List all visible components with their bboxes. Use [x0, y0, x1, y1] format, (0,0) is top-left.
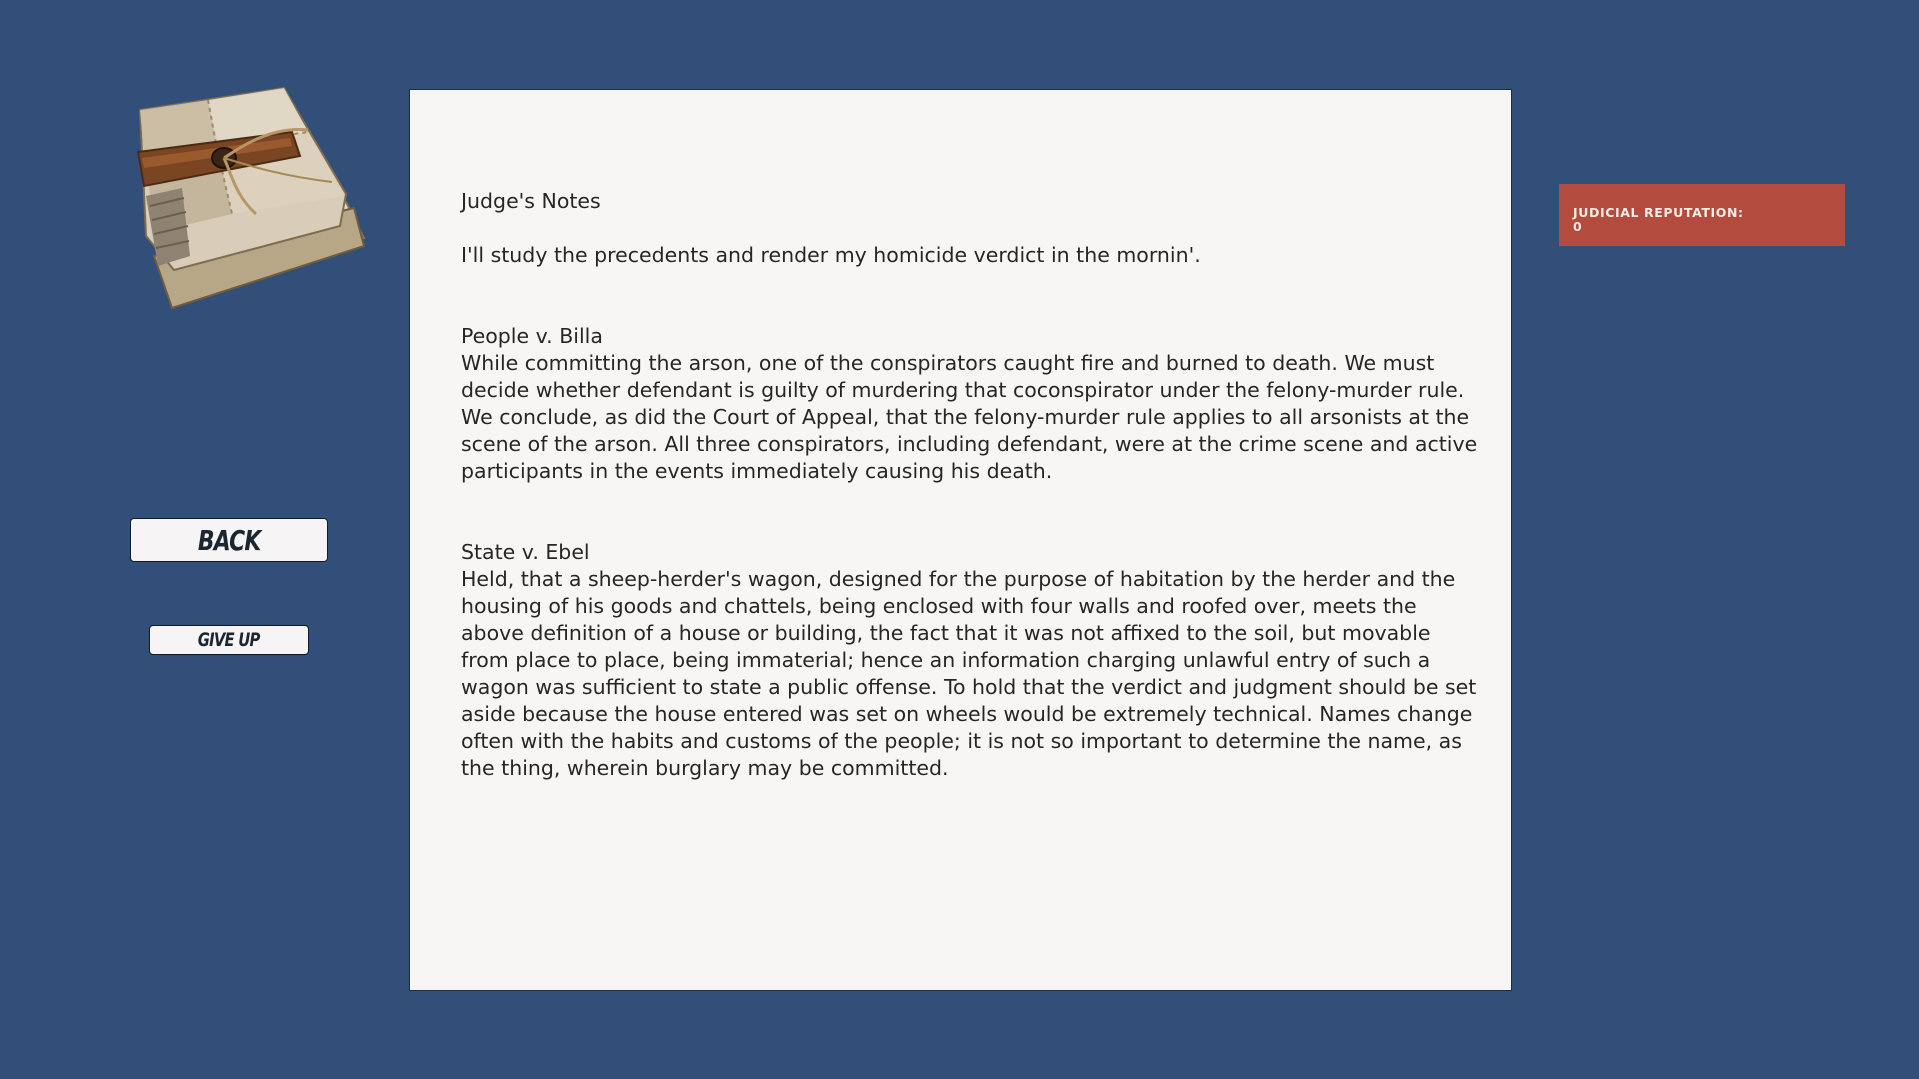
case-entry [461, 323, 1481, 485]
notes-title: Judge's Notes [461, 189, 601, 213]
back-button-label: BACK [197, 523, 261, 557]
reputation-value: 0 [1573, 219, 1583, 234]
judicial-reputation-badge [1559, 184, 1845, 246]
reputation-label: JUDICIAL REPUTATION: [1573, 205, 1744, 220]
case-text: Held, that a sheep-herder's wagon, designed for the purpose of habitation by the herder and the housing of his goods and chattels, being enclosed with four walls and roofed over, meets the above definition of a house or building, the fact that it was not affixed to the soil, but movable from place to place, being immaterial; hence an information charging unlawful entry of such a wagon was sufficient to state a public offense. To hold that the verdict and judgment should be set aside because the house entered was set on wheels would be extremely technical. Names change often with the habits and customs of the people; it is not so important to determine the name, as the thing, wherein burglary may be committed. [461, 567, 1477, 780]
notes-panel [409, 89, 1512, 991]
notes-intro: I'll study the precedents and render my homicide verdict in the mornin'. [461, 243, 1201, 267]
back-button[interactable] [130, 518, 328, 562]
case-name: People v. Billa [461, 324, 603, 348]
journal-icon[interactable] [132, 86, 368, 314]
notes-content [461, 188, 1481, 782]
case-name: State v. Ebel [461, 540, 590, 564]
case-entry [461, 539, 1481, 782]
give-up-button-label: GIVE UP [198, 629, 260, 651]
give-up-button[interactable] [149, 625, 309, 655]
case-text: While committing the arson, one of the conspirators caught fire and burned to death. We must decide whether defendant is guilty of murdering that coconspirator under the felony-murder rule. We conclude, as did the Court of Appeal, that the felony-murder rule applies to all arsonists at the scene of the arson. All three conspirators, including defendant, were at the crime scene and active participants in the events immediately causing his death. [461, 351, 1478, 483]
